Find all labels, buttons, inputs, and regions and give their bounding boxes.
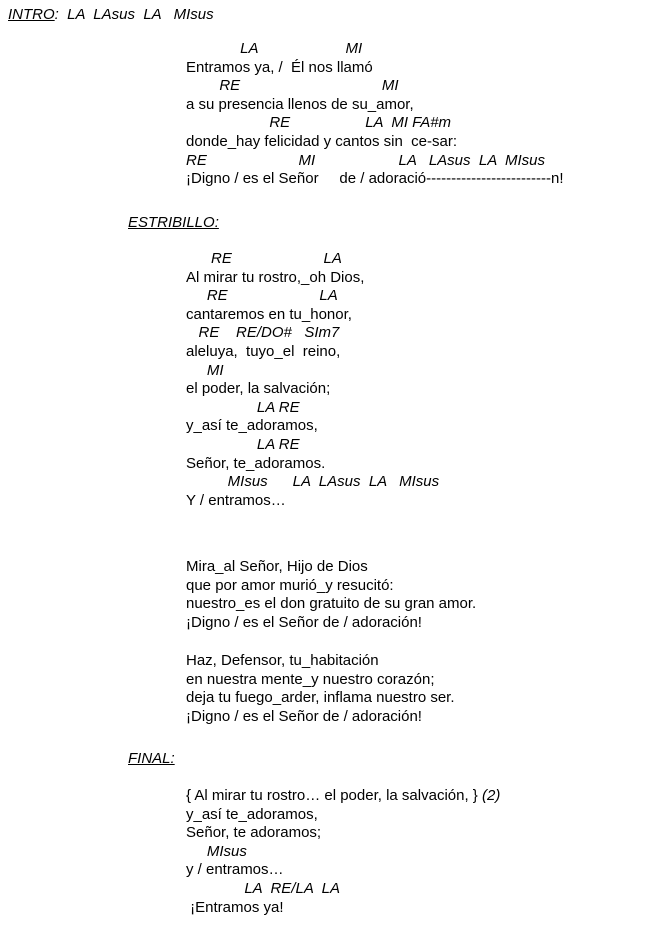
chord-line: RE LA [186,287,338,305]
chord-line: MIsus LA LAsus LA MIsus [186,473,440,491]
lyric-line: Haz, Defensor, tu_habitación [186,652,379,669]
final-repeat-line [186,787,500,806]
page-header-fragment [596,0,654,4]
chord-line: LA MI [186,40,363,57]
lyric-line: que por amor murió_y resucitó: [186,576,394,594]
chord-line: RE MI [186,77,399,95]
lyric-line: donde_hay felicidad y cantos sin ce-sar: [186,132,457,150]
verse-3 [186,652,455,726]
lyric-line: Al mirar tu rostro,_oh Dios, [186,268,365,286]
verse-1 [186,40,564,189]
intro-colon: : [54,6,59,23]
intro-line [8,6,214,24]
chorus-heading: ESTRIBILLO: [128,214,219,231]
verse-2 [186,558,476,632]
lyric-line: ¡Digno / es el Señor de / adoració-------------------------n! [186,170,564,188]
lyric-line: en nuestra mente_y nuestro corazón; [186,670,435,688]
chord-line: RE RE/DO# SIm7 [186,324,340,342]
lyric-line: Entramos ya, / Él nos llamó [186,58,373,76]
final-block [186,787,500,917]
lyric-line: ¡Digno / es el Señor de / adoración! [186,613,422,631]
lyric-line: y_así te_adoramos, [186,805,318,823]
lyric-line: ¡Entramos ya! [186,898,284,916]
lyric-line: a su presencia llenos de su_amor, [186,95,414,113]
chord-line: MIsus [186,842,247,860]
final-lines [186,806,500,918]
lyric-line: y / entramos… [186,861,284,879]
lyric-line: el poder, la salvación; [186,380,331,398]
chord-line: RE LA [186,250,342,267]
lyric-line: deja tu fuego_arder, inflama nuestro ser. [186,689,455,707]
chorus-block [186,250,439,510]
lyric-line: aleluya, tuyo_el reino, [186,342,341,360]
lyric-line: y_así te_adoramos, [186,417,318,435]
chord-line: RE LA MI FA#m [186,114,452,132]
lyric-line: Señor, te_adoramos. [186,454,326,472]
chord-line: LA RE [186,398,300,416]
chord-line: LA RE/LA LA [186,879,340,897]
lyric-line: Mira_al Señor, Hijo de Dios [186,558,368,575]
lyric-line: nuestro_es el don gratuito de su gran amor. [186,595,477,613]
lyric-line: ¡Digno / es el Señor de / adoración! [186,707,422,725]
lyric-line: Y / entramos… [186,491,286,509]
final-heading: FINAL: [128,750,175,767]
chord-line: MI [186,361,224,379]
final-repeat-count: (2) [481,787,501,804]
lyric-line: Señor, te adoramos; [186,824,322,842]
chord-line: RE MI LA LAsus LA MIsus [186,151,545,169]
lyric-line: cantaremos en tu_honor, [186,305,352,323]
chord-line: LA RE [186,435,300,453]
intro-label: INTRO [8,6,55,23]
final-repeat-text: { Al mirar tu rostro… el poder, la salvación, } [186,787,482,804]
intro-chords: LA LAsus LA MIsus [58,6,214,23]
